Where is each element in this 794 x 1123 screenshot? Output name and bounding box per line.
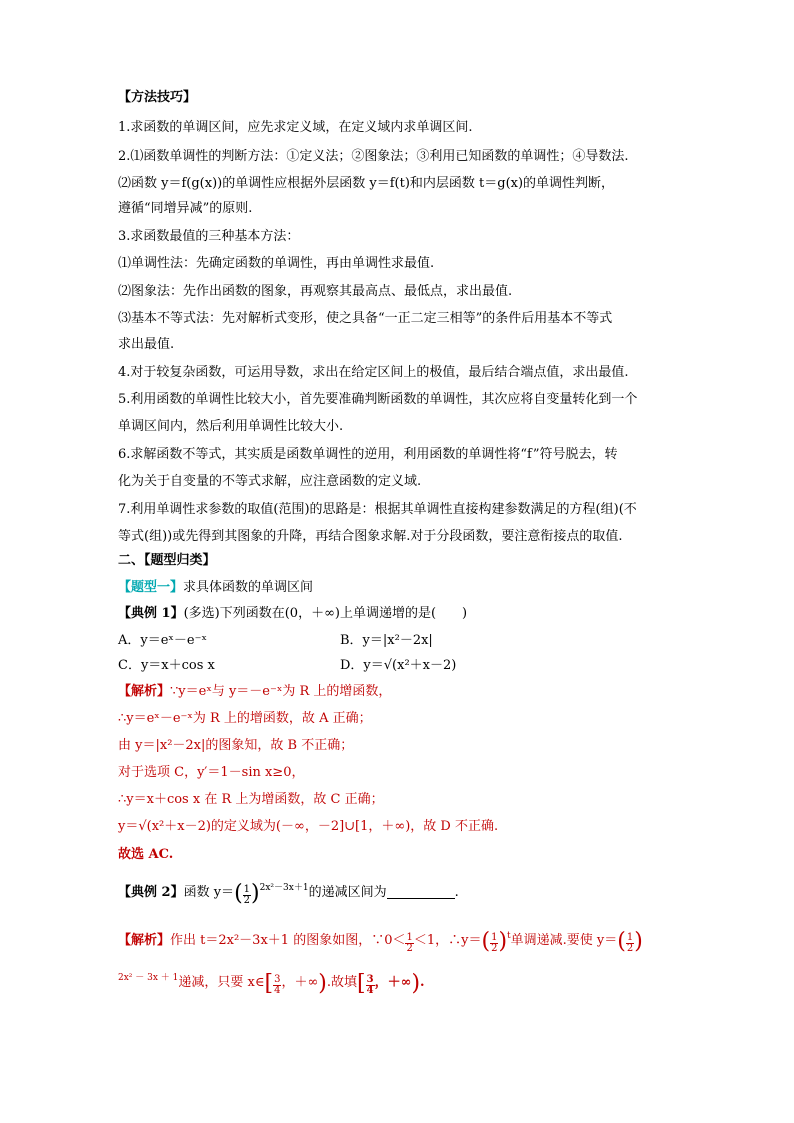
solution1-line3: 由 y＝|x²－2x|的图象知，故 B 不正确； bbox=[118, 738, 354, 753]
option-d: D．y＝√(x²＋x－2) bbox=[340, 658, 457, 673]
right-bracket: ) bbox=[251, 881, 260, 906]
solution1-line4: 对于选项 C，y′＝1－sin x≥0， bbox=[118, 765, 305, 780]
example2-end: . bbox=[454, 885, 459, 900]
method-item-3a: ⑴单调性法：先确定函数的单调性，再由单调性求最值. bbox=[118, 256, 435, 271]
solution2-part2: ＜1，∴y＝ bbox=[413, 933, 482, 948]
exponent: 2x²－3x＋1 bbox=[259, 883, 309, 893]
method-item-6-line1: 6.求解函数不等式，其实质是函数单调性的逆用，利用函数的单调性将“f”符号脱去，转 bbox=[118, 447, 618, 462]
example1-question bbox=[118, 604, 467, 624]
option-c: C．y＝x＋cos x bbox=[118, 658, 215, 673]
type1-tag: 【题型一】 bbox=[118, 580, 184, 595]
fraction-one-half: $\frac{1}{2}$ bbox=[626, 932, 634, 954]
types-heading-text: 二、【题型归类】 bbox=[118, 553, 216, 568]
example2-text2: 的递减区间为 bbox=[308, 885, 387, 900]
example1-tag: 【典例 1】 bbox=[118, 606, 184, 621]
left-bracket: ( bbox=[481, 929, 491, 954]
solution1-text1: ∵y＝eˣ与 y＝－e⁻ˣ为 R 上的增函数， bbox=[170, 684, 392, 699]
method-item-3c-line1: ⑶基本不等式法：先对解析式变形，使之具备“一正二定三相等”的条件后用基本不等式 bbox=[118, 311, 613, 326]
option-a: A．y＝eˣ－e⁻ˣ bbox=[118, 633, 208, 648]
solution2-end: . bbox=[420, 975, 425, 990]
method-item-2a: 2.⑴函数单调性的判断方法：①定义法；②图象法；③利用已知函数的单调性；④导数法. bbox=[118, 149, 629, 164]
example2-text1: 函数 y＝ bbox=[183, 885, 235, 900]
left-bracket: ( bbox=[617, 929, 626, 954]
answer-blank[interactable] bbox=[387, 884, 455, 899]
fraction-one-half: $\frac{1}{2}$ bbox=[491, 932, 498, 954]
solution1-line5: ∴y＝x＋cos x 在 R 上为增函数，故 C 正确； bbox=[118, 792, 384, 807]
example2-question bbox=[118, 878, 459, 906]
left-bracket: [ bbox=[264, 971, 274, 996]
right-bracket: ) bbox=[634, 929, 643, 954]
method-item-2c: 遵循“同增异减”的原则. bbox=[118, 201, 253, 216]
solution1-line2: ∴y＝eˣ－e⁻ˣ为 R 上的增函数，故 A 正确； bbox=[118, 711, 372, 726]
right-bracket: ) bbox=[498, 929, 508, 954]
types-heading bbox=[118, 551, 216, 571]
fraction-one-half: $\frac{1}{2}$ bbox=[406, 932, 413, 954]
solution1-line6: y＝√(x²＋x－2)的定义域为(－∞，－2]∪[1，＋∞)，故 D 不正确. bbox=[118, 819, 499, 834]
fraction-three-quarters: $\frac{3}{4}$ bbox=[274, 974, 281, 996]
example2-tag: 【典例 2】 bbox=[118, 885, 184, 900]
solution1-answer: 故选 AC. bbox=[118, 847, 174, 862]
method-item-3: 3.求函数最值的三种基本方法： bbox=[118, 229, 300, 244]
method-item-7-line2: 等式(组))或先得到其图象的升降，再结合图象求解.对于分段函数，要注意衔接点的取值. bbox=[118, 529, 623, 544]
type1-title: 求具体函数的单调区间 bbox=[183, 580, 314, 595]
method-item-7-line1: 7.利用单调性求参数的取值(范围)的思路是：根据其单调性直接构建参数满足的方程(组)(不 bbox=[118, 502, 637, 517]
solution2-line1 bbox=[118, 926, 643, 954]
solution2-part5: ，＋∞ bbox=[281, 975, 319, 990]
solution2-tag: 【解析】 bbox=[118, 933, 171, 948]
option-b: B．y＝|x²－2x| bbox=[340, 633, 433, 648]
solution2-line2 bbox=[118, 968, 425, 996]
solution1-tag: 【解析】 bbox=[118, 684, 171, 699]
type1-title-line bbox=[118, 578, 313, 598]
method-item-5-line1: 5.利用函数的单调性比较大小，首先要准确判断函数的单调性，其次应将自变量转化到一个 bbox=[118, 392, 638, 407]
solution2-part3: 单调递减.要使 y＝ bbox=[510, 933, 618, 948]
solution2-part7: ，＋∞ bbox=[374, 975, 412, 990]
method-item-3c-line2: 求出最值. bbox=[118, 337, 175, 352]
fraction-three-quarters: $\frac{3}{4}$ bbox=[366, 974, 374, 996]
fraction-one-half: $\frac{1}{2}$ bbox=[243, 884, 251, 906]
left-bracket: ( bbox=[234, 881, 243, 906]
solution2-part1: 作出 t＝2x²－3x＋1 的图象如图，∵0＜ bbox=[170, 933, 406, 948]
method-item-4: 4.对于较复杂函数，可运用导数，求出在给定区间上的极值，最后结合端点值，求出最值. bbox=[118, 365, 629, 380]
solution2-part4: 递减，只要 x∈ bbox=[178, 975, 265, 990]
exponent-expression: 2x² － 3x ＋ 1 bbox=[118, 973, 179, 983]
solution1-line1 bbox=[118, 682, 391, 702]
example1-text: (多选)下列函数在(0，＋∞)上单调递增的是( ) bbox=[183, 606, 468, 621]
method-heading: 【方法技巧】 bbox=[118, 90, 197, 105]
solution2-part6: .故填 bbox=[326, 975, 358, 990]
right-bracket: ) bbox=[318, 971, 327, 996]
example1-options-cd bbox=[118, 656, 678, 676]
method-item-1: 1.求函数的单调区间，应先求定义域，在定义域内求单调区间. bbox=[118, 120, 473, 135]
method-item-5-line2: 单调区间内，然后利用单调性比较大小. bbox=[118, 419, 344, 434]
example1-options-ab bbox=[118, 631, 678, 651]
method-item-6-line2: 化为关于自变量的不等式求解，应注意函数的定义域. bbox=[118, 474, 422, 489]
method-item-2b: ⑵函数 y＝f(g(x))的单调性应根据外层函数 y＝f(t)和内层函数 t＝g(x)的单调性判断， bbox=[118, 176, 615, 191]
left-bracket: [ bbox=[357, 971, 366, 996]
right-bracket: ) bbox=[411, 971, 421, 996]
exponent-t: t bbox=[507, 931, 511, 941]
method-item-3b: ⑵图象法：先作出函数的图象，再观察其最高点、最低点，求出最值. bbox=[118, 284, 513, 299]
